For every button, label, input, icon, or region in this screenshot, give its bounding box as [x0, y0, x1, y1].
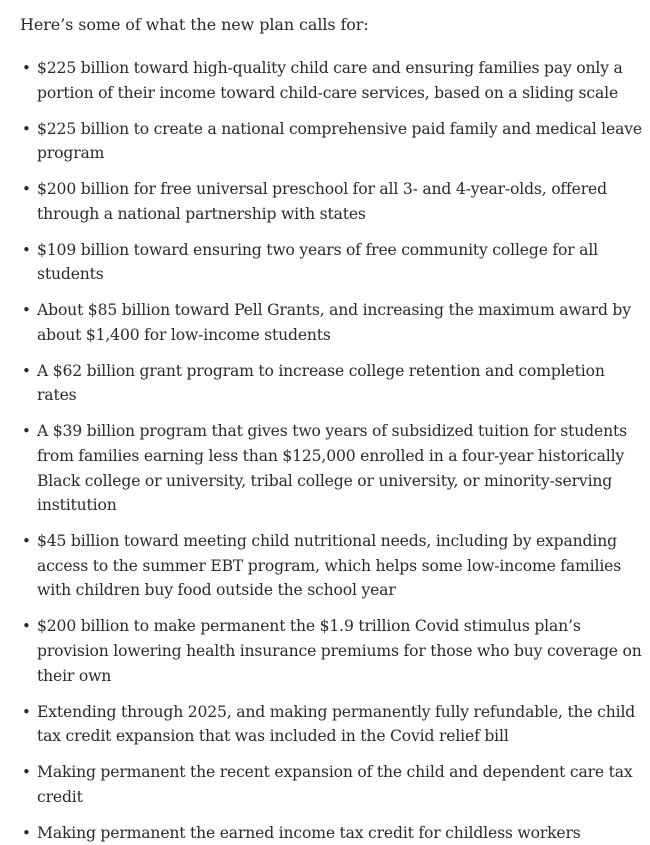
bullet-icon: • — [22, 59, 31, 77]
list-item — [20, 56, 642, 105]
bullet-icon: • — [22, 422, 31, 441]
list-item-text: $225 billion to create a national comprehensive paid family and medical leave program — [37, 119, 642, 163]
list-item-text: $200 billion to make permanent the $1.9 trillion Covid stimulus plan’s provision lowering health insurance premiums for those who buy coverage on their own — [37, 617, 642, 685]
list-item-text: Making permanent the recent expansion of the child and dependent care tax credit — [37, 763, 633, 806]
list-item-text: $225 billion toward high-quality child care and ensuring families pay only a portion of their income toward child-care services, based on a sliding scale — [37, 59, 623, 102]
list-item-text: A $39 billion program that gives two years of subsidized tuition for students from families earning less than $125,000 enrolled in a four-year historically Black college or university, tribal college or university, or minority-serving institution — [37, 422, 627, 515]
bullet-icon: • — [22, 301, 31, 320]
plan-list — [20, 56, 642, 845]
list-item — [20, 529, 642, 603]
list-item — [20, 614, 642, 688]
bullet-icon: • — [22, 823, 31, 842]
bullet-icon: • — [22, 532, 31, 551]
bullet-icon: • — [22, 240, 31, 259]
list-item-text: Making permanent the earned income tax credit for childless workers — [37, 823, 581, 842]
intro-paragraph: Here’s some of what the new plan calls for: — [20, 15, 369, 34]
list-item-text: A $62 billion grant program to increase college retention and completion rates — [37, 361, 605, 405]
list-item — [20, 359, 642, 408]
list-item — [20, 117, 642, 166]
list-item — [20, 700, 642, 749]
list-item — [20, 177, 642, 226]
bullet-icon: • — [22, 702, 31, 721]
list-item-text: Extending through 2025, and making permanently fully refundable, the child tax credit expansion that was included in the Covid relief bill — [37, 702, 636, 746]
bullet-icon: • — [22, 180, 31, 199]
list-item-text: About $85 billion toward Pell Grants, and increasing the maximum award by about $1,400 for low-income students — [37, 301, 631, 344]
list-item — [20, 419, 642, 517]
bullet-icon: • — [22, 361, 31, 380]
list-item-text: $45 billion toward meeting child nutritional needs, including by expanding access to the summer EBT program, which helps some low-income families with children buy food outside the school year — [37, 532, 622, 600]
bullet-icon: • — [22, 763, 31, 782]
list-item-text: $200 billion for free universal preschool for all 3- and 4-year-olds, offered through a national partnership with states — [37, 180, 607, 223]
list-item — [20, 760, 642, 809]
list-item — [20, 298, 642, 347]
bullet-icon: • — [22, 119, 31, 138]
list-item — [20, 821, 642, 845]
list-item — [20, 238, 642, 287]
bullet-icon: • — [22, 617, 31, 636]
list-item-text: $109 billion toward ensuring two years of free community college for all students — [37, 240, 598, 284]
